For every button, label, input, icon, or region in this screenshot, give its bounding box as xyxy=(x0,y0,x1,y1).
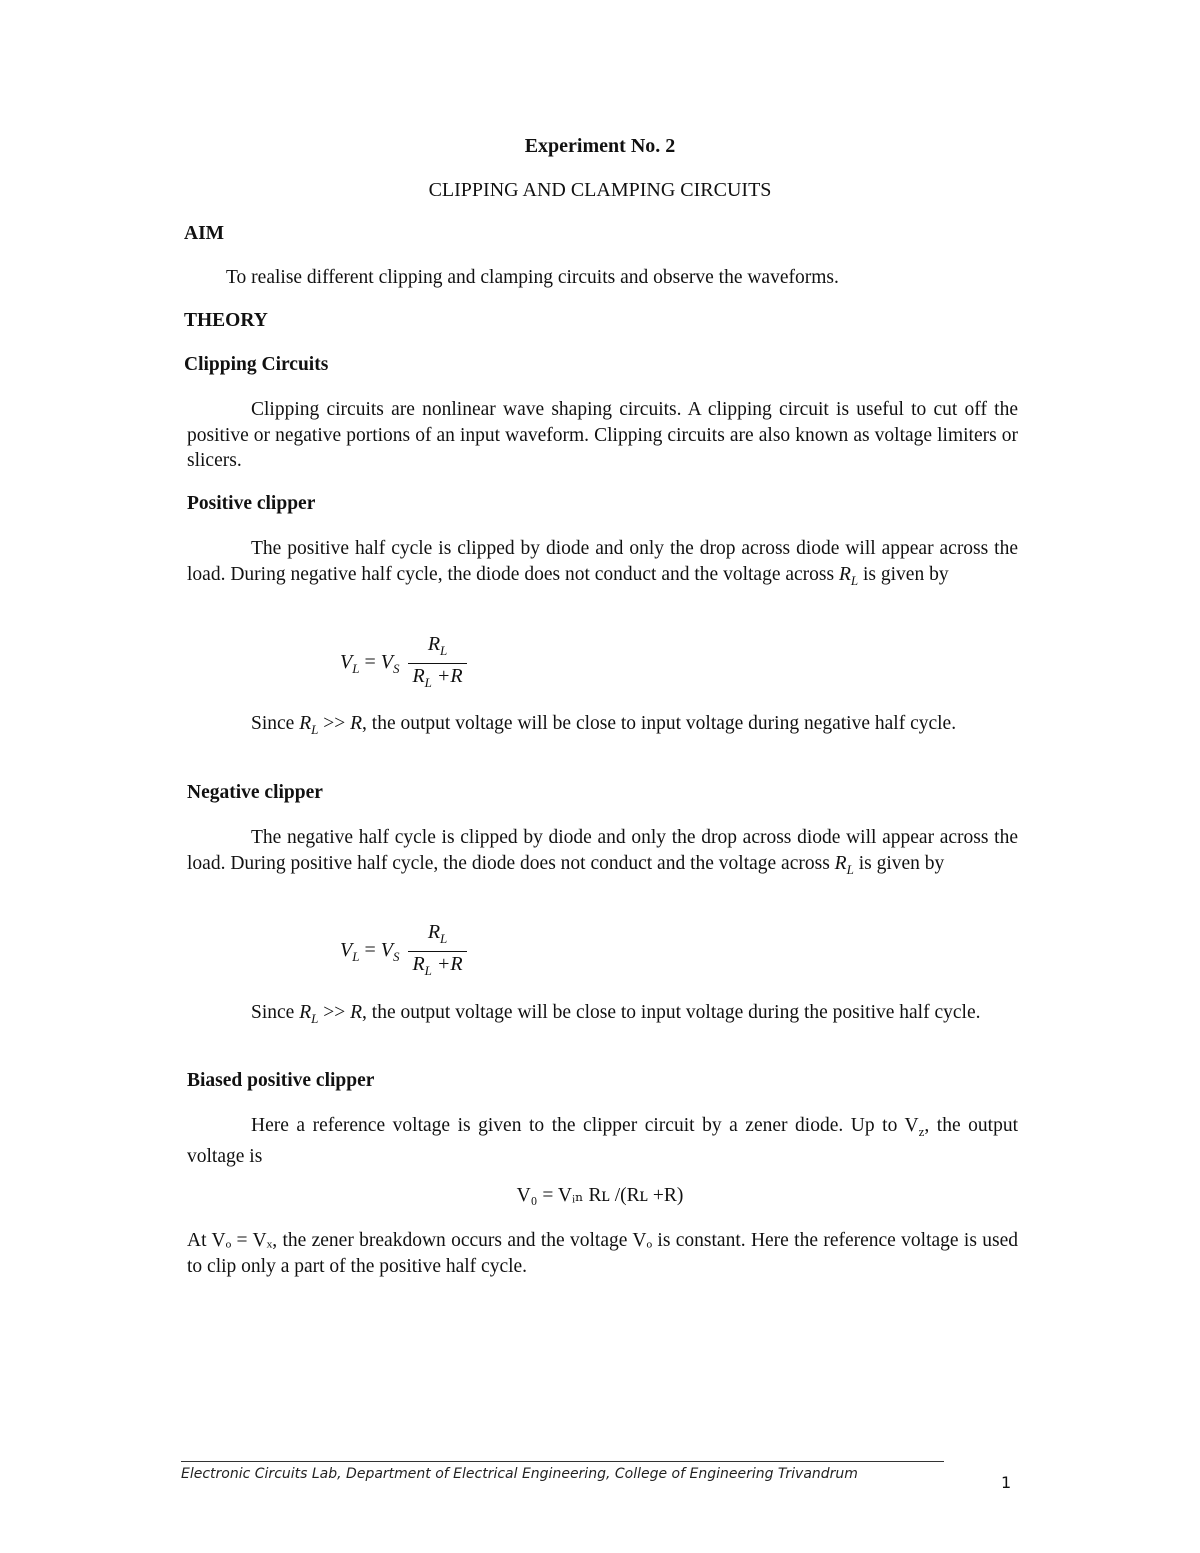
positive-clipper-since: Since $R_L >> R$, the output voltage will be close to input voltage during negative half cycle. xyxy=(251,713,957,737)
clipping-circuits-heading: Clipping Circuits xyxy=(184,354,329,375)
biased-clipper-paragraph: Here a reference voltage is given to the clipper circuit by a zener diode. Up to $V_z$, the output voltage is xyxy=(187,1115,1018,1168)
clipping-circuits-paragraph: Clipping circuits are nonlinear wave shaping circuits. A clipping circuit is useful to cut off the positive or negative portions of an input waveform. Clipping circuits are also known as voltage limiters or slicers. xyxy=(187,399,1018,471)
page-title: CLIPPING AND CLAMPING CIRCUITS xyxy=(428,179,772,201)
aim-heading: AIM xyxy=(184,223,225,244)
footer-text: Electronic Circuits Lab, Department of Electrical Engineering, College of Engineering Trivandrum xyxy=(181,1466,858,1482)
positive-clipper-paragraph: The positive half cycle is clipped by diode and only the drop across diode will appear across the load. During negative half cycle, the diode does not conduct and the voltage across $R_L$ is given by xyxy=(187,538,1018,588)
experiment-number: Experiment No. 2 xyxy=(524,135,676,157)
biased-positive-clipper-heading: Biased positive clipper xyxy=(187,1070,375,1091)
positive-clipper-heading: Positive clipper xyxy=(187,493,316,514)
biased-clipper-conclusion: At Vₒ = Vₓ, the zener breakdown occurs and the voltage Vₒ is constant. Here the reference voltage is used to clip only a part of the positive half cycle. xyxy=(187,1230,1018,1277)
footer-divider xyxy=(181,1461,944,1462)
biased-clipper-formula: V₀ = Vᵢₙ Rʟ /(Rʟ +R) xyxy=(516,1185,684,1206)
positive-clipper-equation: $V_L = V_S$ $\frac{R_L}{R_L +R}$ xyxy=(340,632,467,695)
negative-clipper-paragraph: The negative half cycle is clipped by diode and only the drop across diode will appear across the load. During positive half cycle, the diode does not conduct and the voltage across $R_L$ is given by xyxy=(187,827,1018,877)
theory-heading: THEORY xyxy=(184,310,268,331)
negative-clipper-equation: $V_L = V_S$ $\frac{R_L}{R_L +R}$ xyxy=(340,920,467,983)
page-number: 1 xyxy=(1001,1473,1012,1492)
negative-clipper-since: Since $R_L >> R$, the output voltage will be close to input voltage during the positive half cycle. xyxy=(251,1002,981,1026)
negative-clipper-heading: Negative clipper xyxy=(187,782,323,803)
aim-text: To realise different clipping and clamping circuits and observe the waveforms. xyxy=(226,267,839,288)
